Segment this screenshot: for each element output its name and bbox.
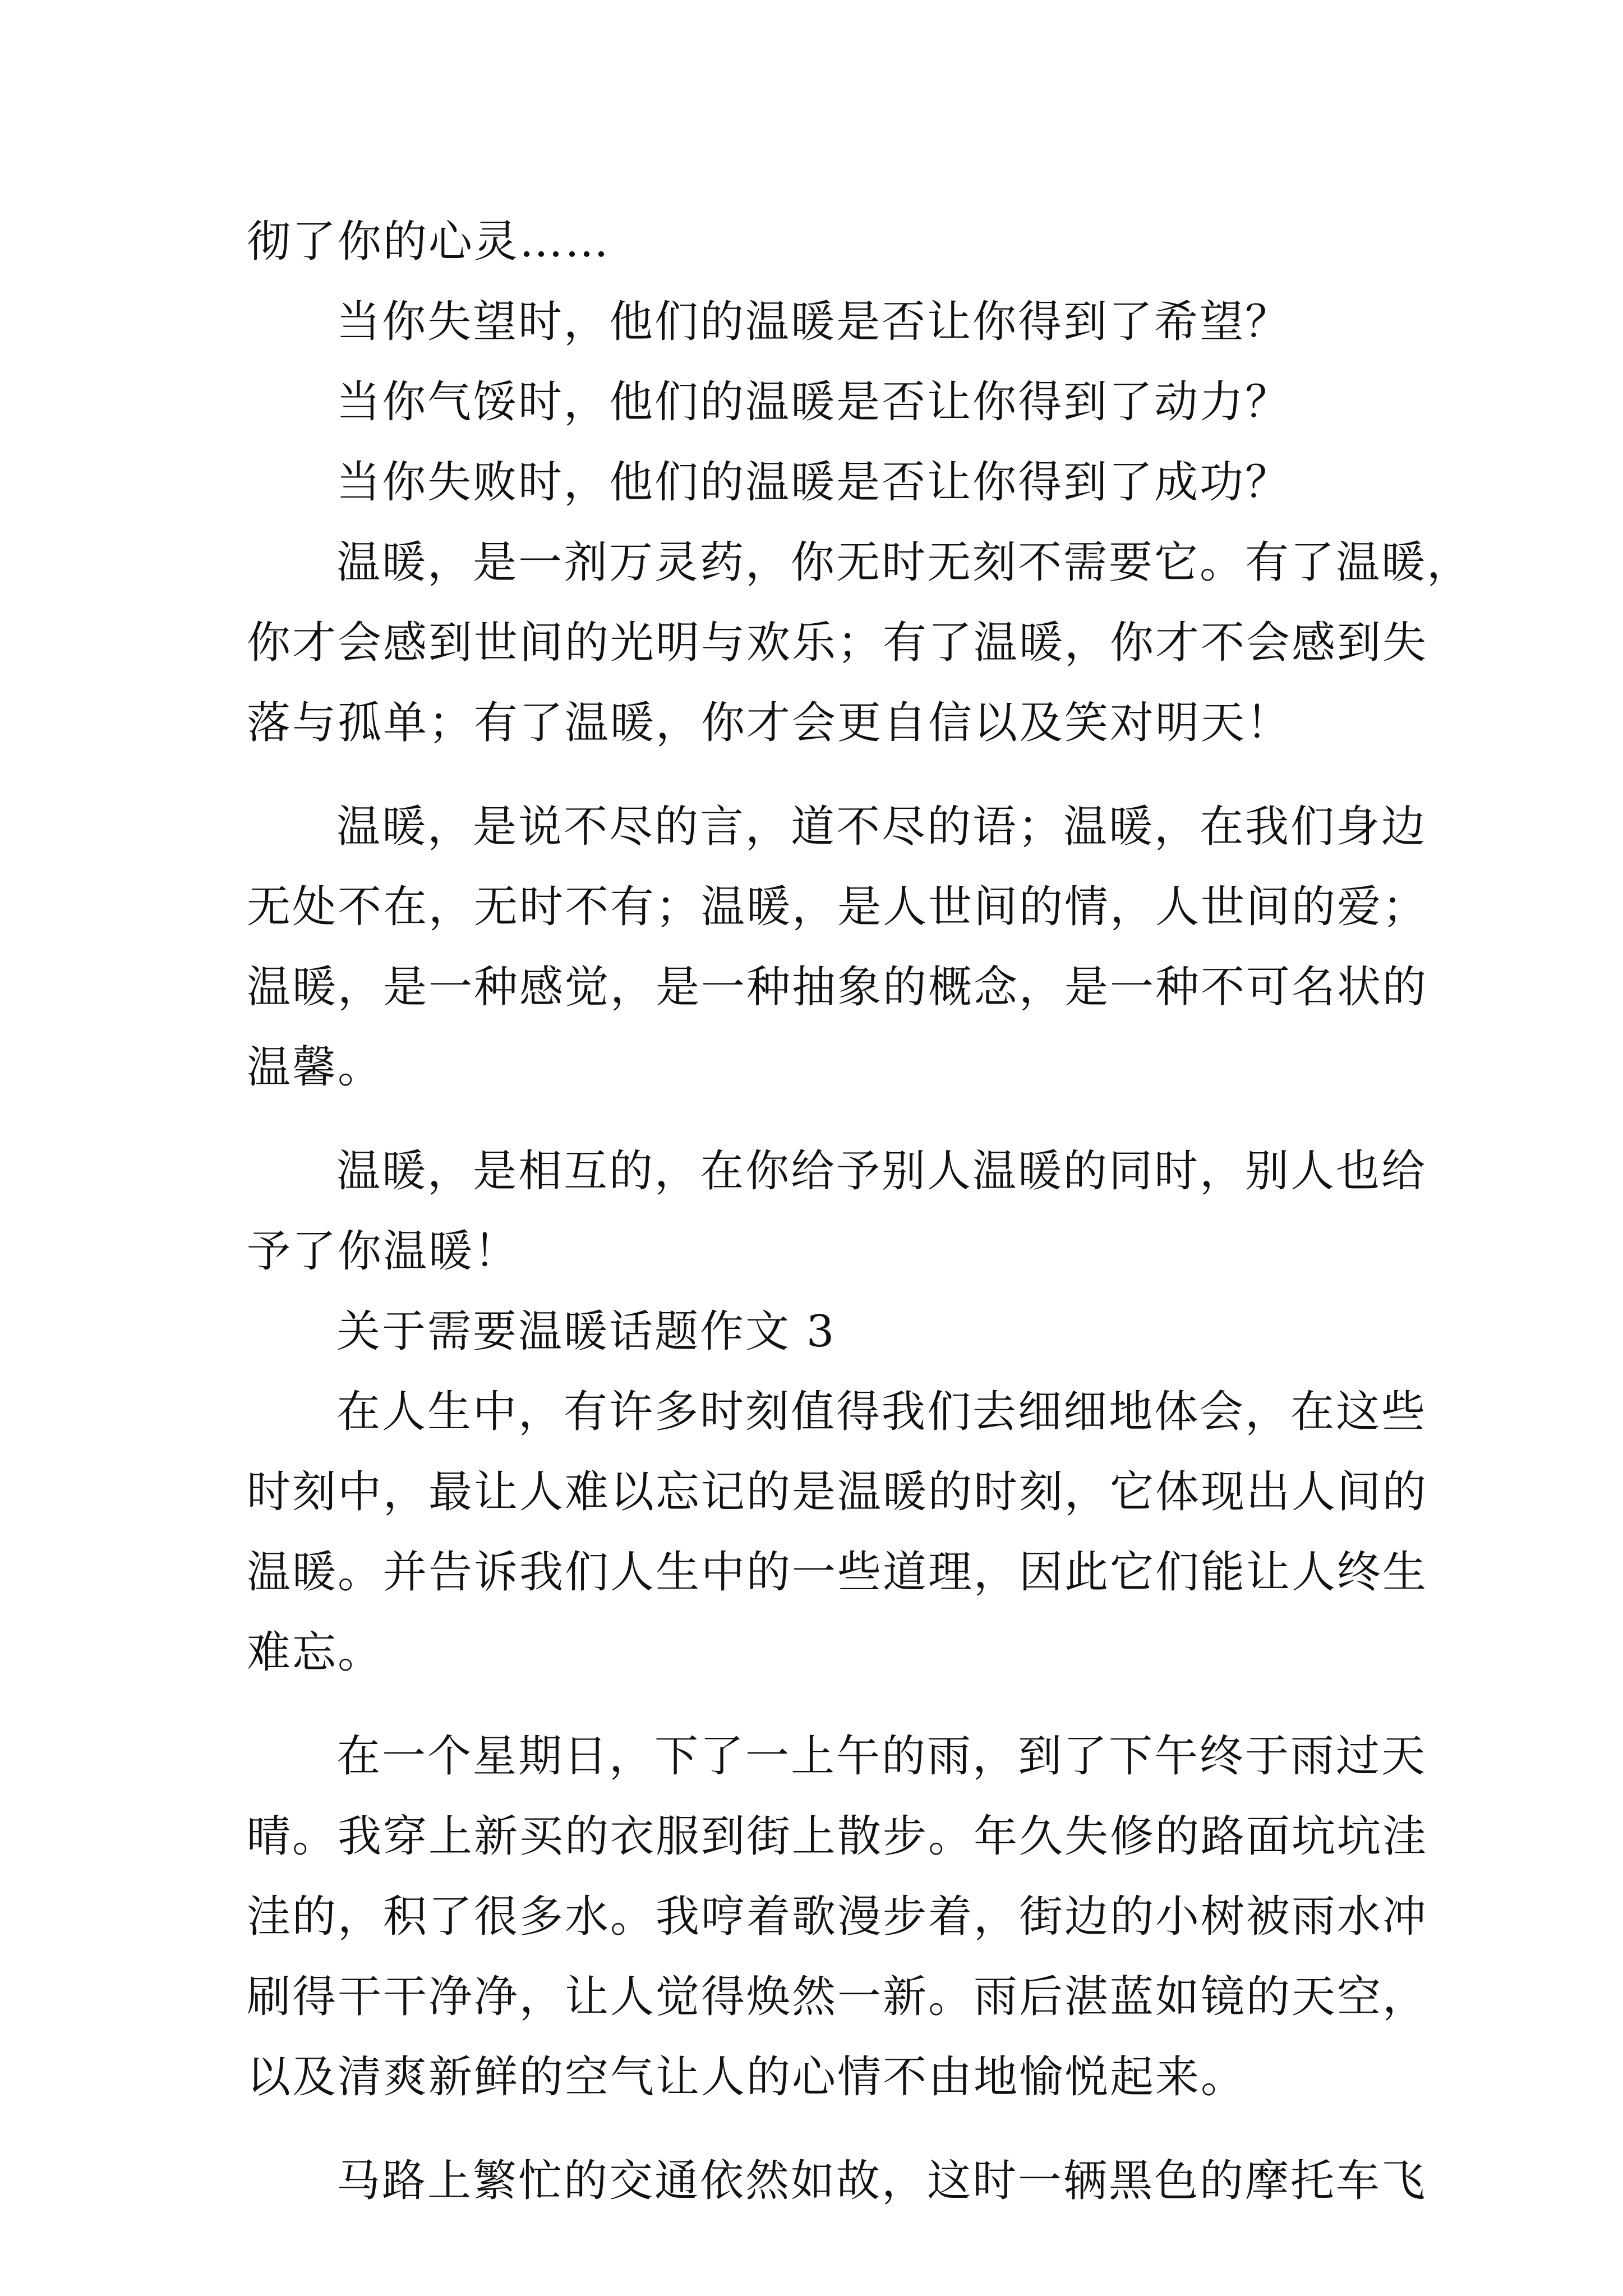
text-line: 以及清爽新鲜的空气让人的心情不由地愉悦起来。 xyxy=(247,2052,1247,2102)
text-line: 刷得干干净净，让人觉得焕然一新。雨后湛蓝如镜的天空， xyxy=(247,1972,1428,2022)
text-line: 在一个星期日，下了一上午的雨，到了下午终于雨过天 xyxy=(336,1731,1427,1782)
text-line: 时刻中，最让人难以忘记的是温暖的时刻，它体现出人间的 xyxy=(247,1467,1428,1517)
text-line: 温暖，是一剂万灵药，你无时无刻不需要它。有了温暖， xyxy=(336,537,1473,588)
text-line: 温暖。并告诉我们人生中的一些道理，因此它们能让人终生 xyxy=(247,1547,1428,1598)
text-line: 温暖，是相互的，在你给予别人温暖的同时，别人也给 xyxy=(336,1146,1427,1197)
text-line: 予了你温暖！ xyxy=(247,1226,520,1277)
text-line: 在人生中，有许多时刻值得我们去细细地体会，在这些 xyxy=(336,1387,1427,1437)
text-line: 晴。我穿上新买的衣服到街上散步。年久失修的路面坑坑洼 xyxy=(247,1811,1428,1862)
text-line: 无处不在，无时不有；温暖，是人世间的情，人世间的爱； xyxy=(247,882,1428,932)
text-line: 马路上繁忙的交通依然如故，这时一辆黑色的摩托车飞 xyxy=(336,2156,1427,2206)
text-line: 你才会感到世间的光明与欢乐；有了温暖，你才不会感到失 xyxy=(247,618,1428,668)
section-heading: 关于需要温暖话题作文 3 xyxy=(336,1306,836,1357)
text-line: 洼的，积了很多水。我哼着歌漫步着，街边的小树被雨水冲 xyxy=(247,1892,1428,1942)
text-line: 落与孤单；有了温暖，你才会更自信以及笑对明天！ xyxy=(247,698,1292,748)
text-line: 温暖，是说不尽的言，道不尽的语；温暖，在我们身边 xyxy=(336,802,1427,852)
text-line: 当你失败时，他们的温暖是否让你得到了成功？ xyxy=(336,457,1291,508)
text-line: 彻了你的心灵…… xyxy=(247,217,611,267)
text-line: 当你失望时，他们的温暖是否让你得到了希望？ xyxy=(336,297,1291,347)
text-line: 温馨。 xyxy=(247,1042,384,1093)
text-line: 难忘。 xyxy=(247,1627,384,1678)
text-line: 温暖，是一种感觉，是一种抽象的概念，是一种不可名状的 xyxy=(247,962,1428,1013)
essay-body xyxy=(247,202,1473,2221)
text-line: 当你气馁时，他们的温暖是否让你得到了动力？ xyxy=(336,377,1291,427)
